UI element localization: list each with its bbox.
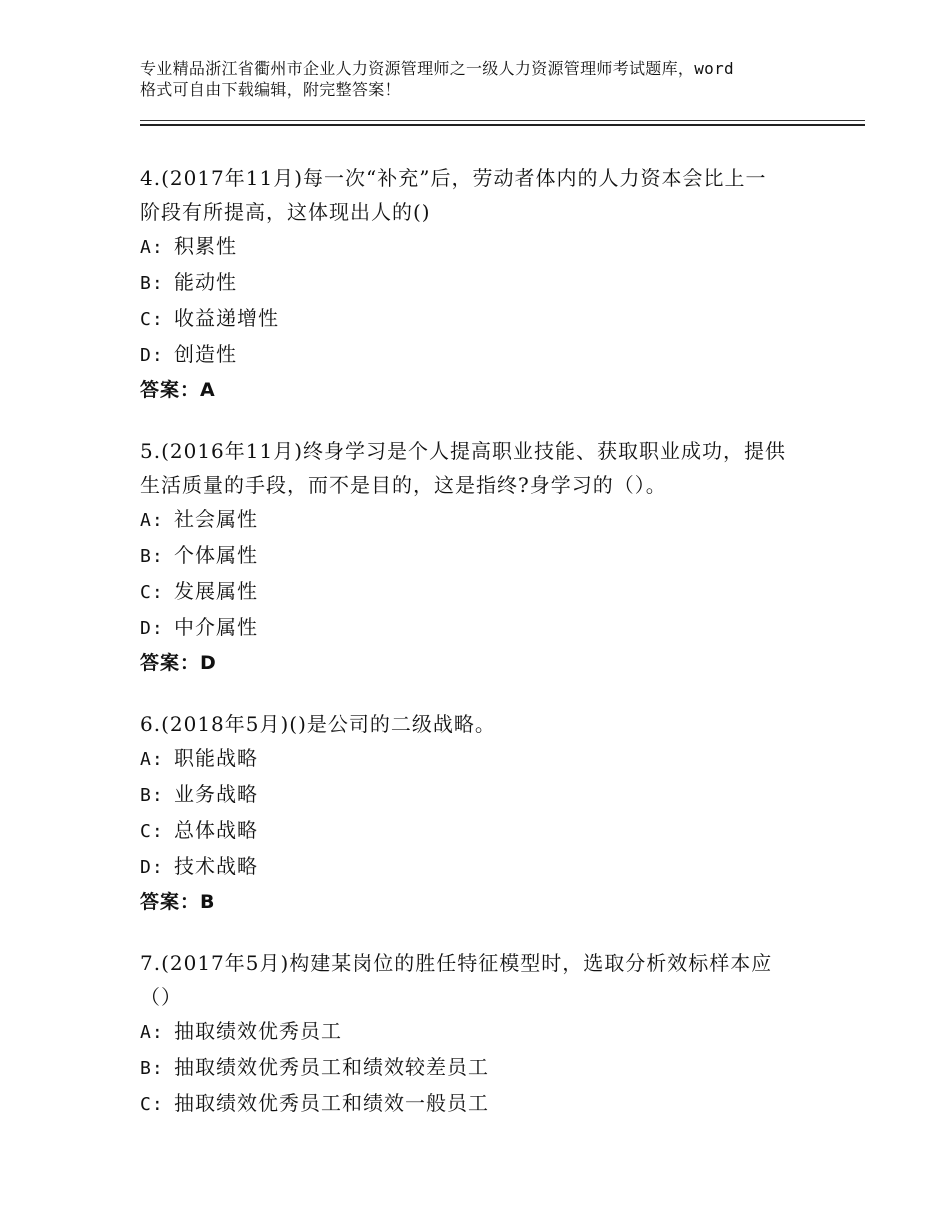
question-5 [140,434,820,680]
option-b [140,1050,820,1086]
option-letter: C: [140,582,164,603]
header-divider-thick [140,124,865,126]
option-letter: A: [140,510,164,531]
option-a [140,741,820,777]
question-text-line: 生活质量的手段，而不是目的，这是指终?身学习的（）。 [140,473,667,497]
question-text [140,434,820,502]
option-text: 社会属性 [174,507,258,531]
option-letter: D: [140,618,164,639]
option-letter: B: [140,1058,164,1079]
option-text: 业务战略 [174,782,258,806]
question-text-line: 阶段有所提高，这体现出人的() [140,200,431,224]
option-text: 发展属性 [174,579,258,603]
option-text: 职能战略 [174,746,258,770]
option-letter: B: [140,546,164,567]
option-a [140,229,820,265]
question-text-line: 6.(2018年5月)()是公司的二级战略。 [140,712,496,736]
option-letter: A: [140,1022,164,1043]
option-c [140,301,820,337]
option-text: 中介属性 [174,615,258,639]
option-a [140,1014,820,1050]
option-text: 收益递增性 [174,306,279,330]
option-text: 抽取绩效优秀员工 [174,1019,342,1043]
option-letter: A: [140,237,164,258]
option-c [140,813,820,849]
option-letter: B: [140,785,164,806]
option-d [140,849,820,885]
question-6 [140,707,820,919]
option-b [140,538,820,574]
question-7 [140,946,820,1122]
question-text [140,946,820,1014]
option-text: 总体战略 [174,818,258,842]
option-d [140,610,820,646]
option-c [140,574,820,610]
option-text: 创造性 [174,342,237,366]
option-b [140,265,820,301]
document-header [140,58,830,100]
option-c [140,1086,820,1122]
question-text-line: 4.(2017年11月)每一次“补充”后，劳动者体内的人力资本会比上一 [140,166,767,190]
option-letter: C: [140,1094,164,1115]
option-letter: A: [140,749,164,770]
answer-label: 答案：B [140,891,216,913]
question-text-line: 5.(2016年11月)终身学习是个人提高职业技能、获取职业成功，提供 [140,439,787,463]
option-a [140,502,820,538]
question-text-line: 7.(2017年5月)构建某岗位的胜任特征模型时，选取分析效标样本应 [140,951,773,975]
option-text: 技术战略 [174,854,258,878]
option-b [140,777,820,813]
option-d [140,337,820,373]
option-text: 抽取绩效优秀员工和绩效一般员工 [174,1091,489,1115]
question-4 [140,161,820,407]
option-text: 个体属性 [174,543,258,567]
option-letter: D: [140,857,164,878]
answer-label: 答案：D [140,652,217,674]
question-text-line: （） [140,985,182,1009]
option-text: 积累性 [174,234,237,258]
option-letter: C: [140,309,164,330]
question-text [140,161,820,229]
header-line-1: 专业精品浙江省衢州市企业人力资源管理师之一级人力资源管理师考试题库，word [140,59,734,78]
option-letter: C: [140,821,164,842]
header-divider-thin [140,120,865,121]
option-text: 能动性 [174,270,237,294]
option-letter: B: [140,273,164,294]
option-text: 抽取绩效优秀员工和绩效较差员工 [174,1055,489,1079]
question-text [140,707,820,741]
option-letter: D: [140,345,164,366]
answer-label: 答案：A [140,379,216,401]
header-line-2: 格式可自由下载编辑，附完整答案！ [140,80,401,99]
